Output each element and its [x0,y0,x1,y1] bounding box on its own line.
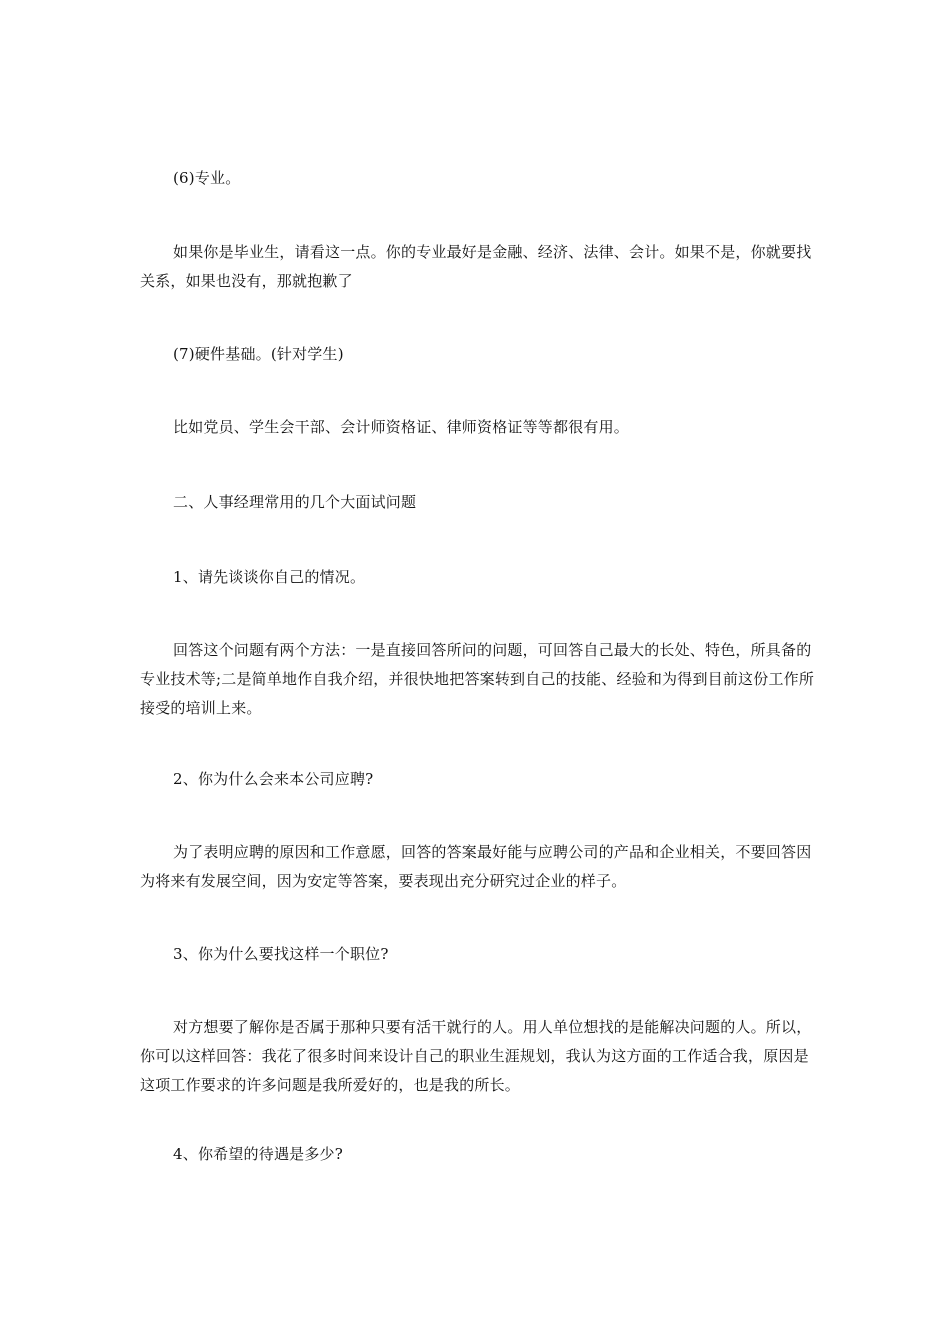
answer-1: 回答这个问题有两个方法：一是直接回答所问的问题，可回答自己最大的长处、特色，所具备的专业技术等;二是简单地作自我介绍，并很快地把答案转到自己的技能、经验和为得到目前这份工作所接受的培训上来。 [140,641,815,717]
major-paragraph: 如果你是毕业生，请看这一点。你的专业最好是金融、经济、法律、会计。如果不是，你就要找关系，如果也没有，那就抱歉了 [140,243,812,290]
question-2: 2、你为什么会来本公司应聘? [173,770,374,788]
answer-2: 为了表明应聘的原因和工作意愿，回答的答案最好能与应聘公司的产品和企业相关，不要回答因为将来有发展空间，因为安定等答案，要表现出充分研究过企业的样子。 [140,843,812,890]
question-4: 4、你希望的待遇是多少? [173,1145,343,1163]
answer-3: 对方想要了解你是否属于那种只要有活干就行的人。用人单位想找的是能解决问题的人。所以，你可以这样回答：我花了很多时间来设计自己的职业生涯规划，我认为这方面的工作适合我，原因是这项工作要求的许多问题是我所爱好的，也是我的所长。 [140,1018,812,1094]
section-2-heading: 二、人事经理常用的几个大面试问题 [173,493,417,511]
item-6-heading: (6)专业。 [173,169,241,187]
hardware-paragraph: 比如党员、学生会干部、会计师资格证、律师资格证等等都很有用。 [173,418,630,436]
question-3: 3、你为什么要找这样一个职位? [173,945,389,963]
item-7-heading: (7)硬件基础。(针对学生) [173,345,344,363]
question-1: 1、请先谈谈你自己的情况。 [173,568,366,586]
